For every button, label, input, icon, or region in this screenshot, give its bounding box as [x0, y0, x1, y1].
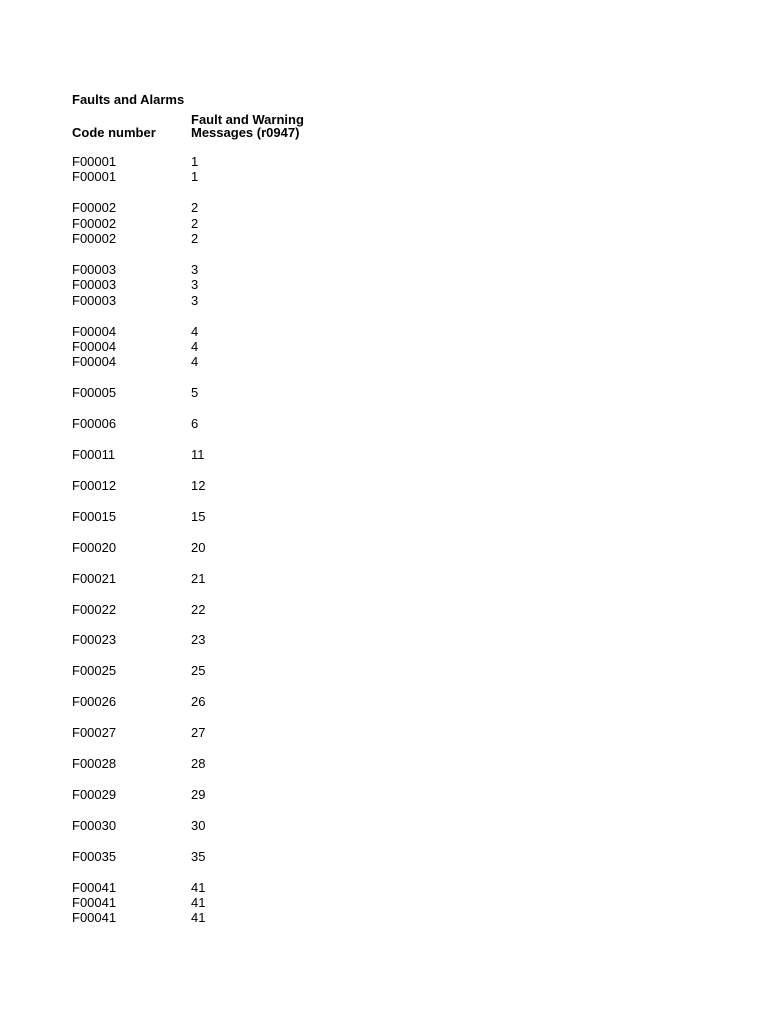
- row-group: [72, 262, 432, 308]
- table-row: [72, 880, 432, 895]
- table-row: [72, 787, 432, 802]
- row-group: [72, 324, 432, 370]
- row-group: [72, 849, 432, 864]
- code-number-cell: F00004: [72, 323, 117, 339]
- code-number-cell: F00025: [72, 663, 117, 679]
- table-row: [72, 910, 432, 925]
- table-row: [72, 540, 432, 555]
- table-row: [72, 262, 432, 277]
- message-number-cell: 41: [191, 894, 206, 910]
- message-number-cell: 30: [191, 817, 206, 833]
- message-number-cell: 4: [191, 339, 199, 355]
- code-number-cell: F00022: [72, 601, 117, 617]
- message-number-cell: 28: [191, 755, 206, 771]
- table-row: [72, 849, 432, 864]
- code-number-cell: F00021: [72, 570, 117, 586]
- message-number-cell: 2: [191, 231, 199, 247]
- message-number-cell: 29: [191, 786, 206, 802]
- code-number-cell: F00028: [72, 755, 117, 771]
- row-group: [72, 787, 432, 802]
- table-row: [72, 632, 432, 647]
- row-group: [72, 756, 432, 771]
- code-number-cell: F00005: [72, 385, 117, 401]
- table-row: [72, 216, 432, 231]
- code-number-cell: F00027: [72, 725, 117, 741]
- table-row: [72, 231, 432, 246]
- table-row: [72, 277, 432, 292]
- message-number-cell: 3: [191, 261, 199, 277]
- message-number-cell: 2: [191, 215, 199, 231]
- message-header: [191, 109, 351, 139]
- row-group: [72, 509, 432, 524]
- code-number-cell: F00001: [72, 169, 117, 185]
- code-number-cell: F00003: [72, 261, 117, 277]
- table-row: [72, 663, 432, 678]
- message-number-cell: 6: [191, 416, 199, 432]
- row-group: [72, 725, 432, 740]
- code-number-cell: F00029: [72, 786, 117, 802]
- table-body: [72, 154, 432, 926]
- table-row: [72, 339, 432, 354]
- message-header-line1: Fault and Warning: [191, 112, 304, 127]
- table-row: [72, 602, 432, 617]
- message-number-cell: 21: [191, 570, 206, 586]
- table-row: [72, 200, 432, 215]
- table-row: [72, 416, 432, 431]
- row-group: [72, 694, 432, 709]
- code-number-cell: F00002: [72, 200, 117, 216]
- code-number-cell: F00003: [72, 292, 117, 308]
- message-number-cell: 1: [191, 169, 199, 185]
- message-number-cell: 41: [191, 910, 206, 926]
- message-number-cell: 3: [191, 277, 199, 293]
- code-number-cell: F00030: [72, 817, 117, 833]
- message-number-cell: 1: [191, 154, 199, 169]
- table-row: [72, 509, 432, 524]
- row-group: [72, 880, 432, 926]
- message-number-cell: 41: [191, 879, 206, 895]
- code-number-cell: F00041: [72, 910, 117, 926]
- message-number-cell: 3: [191, 292, 199, 308]
- table-row: [72, 818, 432, 833]
- message-number-cell: 26: [191, 694, 206, 710]
- message-number-cell: 20: [191, 539, 206, 555]
- code-number-cell: F00020: [72, 539, 117, 555]
- message-header-line2: Messages (r0947): [191, 125, 300, 140]
- code-number-cell: F00004: [72, 354, 117, 370]
- table-row: [72, 895, 432, 910]
- code-number-cell: F00041: [72, 879, 117, 895]
- row-group: [72, 632, 432, 647]
- message-number-cell: 22: [191, 601, 206, 617]
- message-number-cell: 4: [191, 354, 199, 370]
- row-group: [72, 663, 432, 678]
- page-title: Faults and Alarms: [72, 92, 185, 107]
- table-row: [72, 354, 432, 369]
- table-row: [72, 324, 432, 339]
- message-number-cell: 23: [191, 632, 206, 648]
- code-number-cell: F00026: [72, 694, 117, 710]
- message-number-cell: 35: [191, 848, 206, 864]
- code-number-cell: F00006: [72, 416, 117, 432]
- table-row: [72, 169, 432, 184]
- message-number-cell: 12: [191, 477, 206, 493]
- table-row: [72, 293, 432, 308]
- message-number-cell: 27: [191, 725, 206, 741]
- message-number-cell: 11: [191, 447, 205, 463]
- row-group: [72, 200, 432, 246]
- table-row: [72, 385, 432, 400]
- row-group: [72, 602, 432, 617]
- code-number-cell: F00023: [72, 632, 117, 648]
- message-number-cell: 4: [191, 323, 199, 339]
- code-number-cell: F00003: [72, 277, 117, 293]
- table-row: [72, 154, 432, 169]
- row-group: [72, 571, 432, 586]
- row-group: [72, 818, 432, 833]
- message-number-cell: 5: [191, 385, 199, 401]
- row-group: [72, 540, 432, 555]
- code-number-header-label: Code number: [72, 125, 156, 140]
- table-row: [72, 694, 432, 709]
- message-number-cell: 2: [191, 200, 199, 216]
- code-number-cell: F00015: [72, 508, 117, 524]
- table-row: [72, 571, 432, 586]
- row-group: [72, 447, 432, 462]
- row-group: [72, 385, 432, 400]
- message-number-cell: 25: [191, 663, 206, 679]
- message-number-cell: 15: [191, 508, 206, 524]
- row-group: [72, 154, 432, 185]
- table-row: [72, 478, 432, 493]
- code-number-cell: F00004: [72, 339, 117, 355]
- table-row: [72, 756, 432, 771]
- table-header: [72, 109, 432, 139]
- table-row: [72, 447, 432, 462]
- code-number-cell: F00002: [72, 215, 117, 231]
- code-number-header: [72, 109, 191, 139]
- code-number-cell: F00012: [72, 477, 117, 493]
- code-number-cell: F00035: [72, 848, 117, 864]
- row-group: [72, 478, 432, 493]
- fault-table: [72, 92, 432, 941]
- row-group: [72, 416, 432, 431]
- code-number-cell: F00001: [72, 154, 117, 169]
- table-row: [72, 725, 432, 740]
- code-number-cell: F00011: [72, 447, 116, 463]
- code-number-cell: F00002: [72, 231, 117, 247]
- code-number-cell: F00041: [72, 894, 117, 910]
